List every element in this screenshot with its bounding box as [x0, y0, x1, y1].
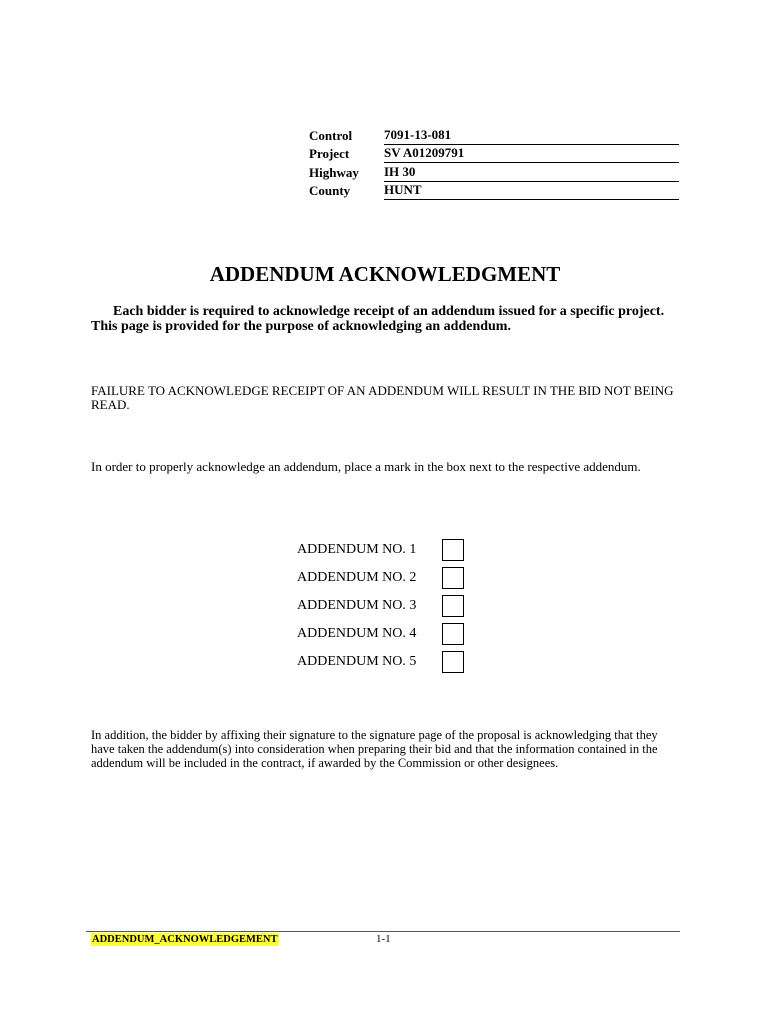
instructions-paragraph: In order to properly acknowledge an addendum, place a mark in the box next to the respective addendum.	[91, 459, 641, 474]
info-row-county	[309, 182, 679, 201]
intro-paragraph: Each bidder is required to acknowledge receipt of an addendum issued for a specific project. This page is provided for the purpose of acknowledging an addendum.	[91, 304, 665, 334]
addendum-row-2	[297, 564, 464, 592]
addendum-label: ADDENDUM NO. 2	[297, 570, 417, 585]
info-row-control	[309, 126, 679, 145]
addendum-4-checkbox[interactable]	[442, 623, 464, 645]
addendum-3-checkbox[interactable]	[442, 595, 464, 617]
info-label: Project	[309, 146, 350, 161]
addendum-5-checkbox[interactable]	[442, 651, 464, 673]
info-value: IH 30	[384, 164, 679, 182]
warning-paragraph: FAILURE TO ACKNOWLEDGE RECEIPT OF AN ADDENDUM WILL RESULT IN THE BID NOT BEING READ.	[91, 383, 674, 412]
info-value: 7091-13-081	[384, 127, 679, 145]
addendum-row-1	[297, 536, 464, 564]
project-info-table	[309, 126, 679, 200]
addendum-row-4	[297, 620, 464, 648]
addendum-label: ADDENDUM NO. 3	[297, 598, 417, 613]
info-label: Highway	[309, 164, 359, 180]
info-row-project	[309, 145, 679, 164]
footer-page-number: 1-1	[376, 933, 391, 945]
info-value: SV A01209791	[384, 145, 679, 163]
addendum-label: ADDENDUM NO. 5	[297, 654, 417, 669]
footer-divider	[86, 931, 680, 932]
closing-paragraph: In addition, the bidder by affixing their signature to the signature page of the proposal is acknowledging that they have taken the addendum(s) into consideration when preparing their bid and that the information contained in the addendum will be included in the contract, if awarded by the Commission or other designees.	[91, 728, 658, 770]
addendum-2-checkbox[interactable]	[442, 567, 464, 589]
addendum-row-5	[297, 648, 464, 676]
page-title: ADDENDUM ACKNOWLEDGMENT	[209, 262, 561, 286]
addendum-row-3	[297, 592, 464, 620]
addendum-label: ADDENDUM NO. 1	[297, 542, 417, 557]
info-label: County	[309, 183, 351, 198]
info-label: Control	[309, 127, 353, 143]
info-row-highway	[309, 163, 679, 182]
footer-document-name: ADDENDUM_ACKNOWLEDGEMENT	[92, 934, 278, 945]
addendum-list	[297, 536, 464, 676]
info-value: HUNT	[384, 182, 679, 200]
addendum-1-checkbox[interactable]	[442, 539, 464, 561]
addendum-label: ADDENDUM NO. 4	[297, 626, 417, 641]
